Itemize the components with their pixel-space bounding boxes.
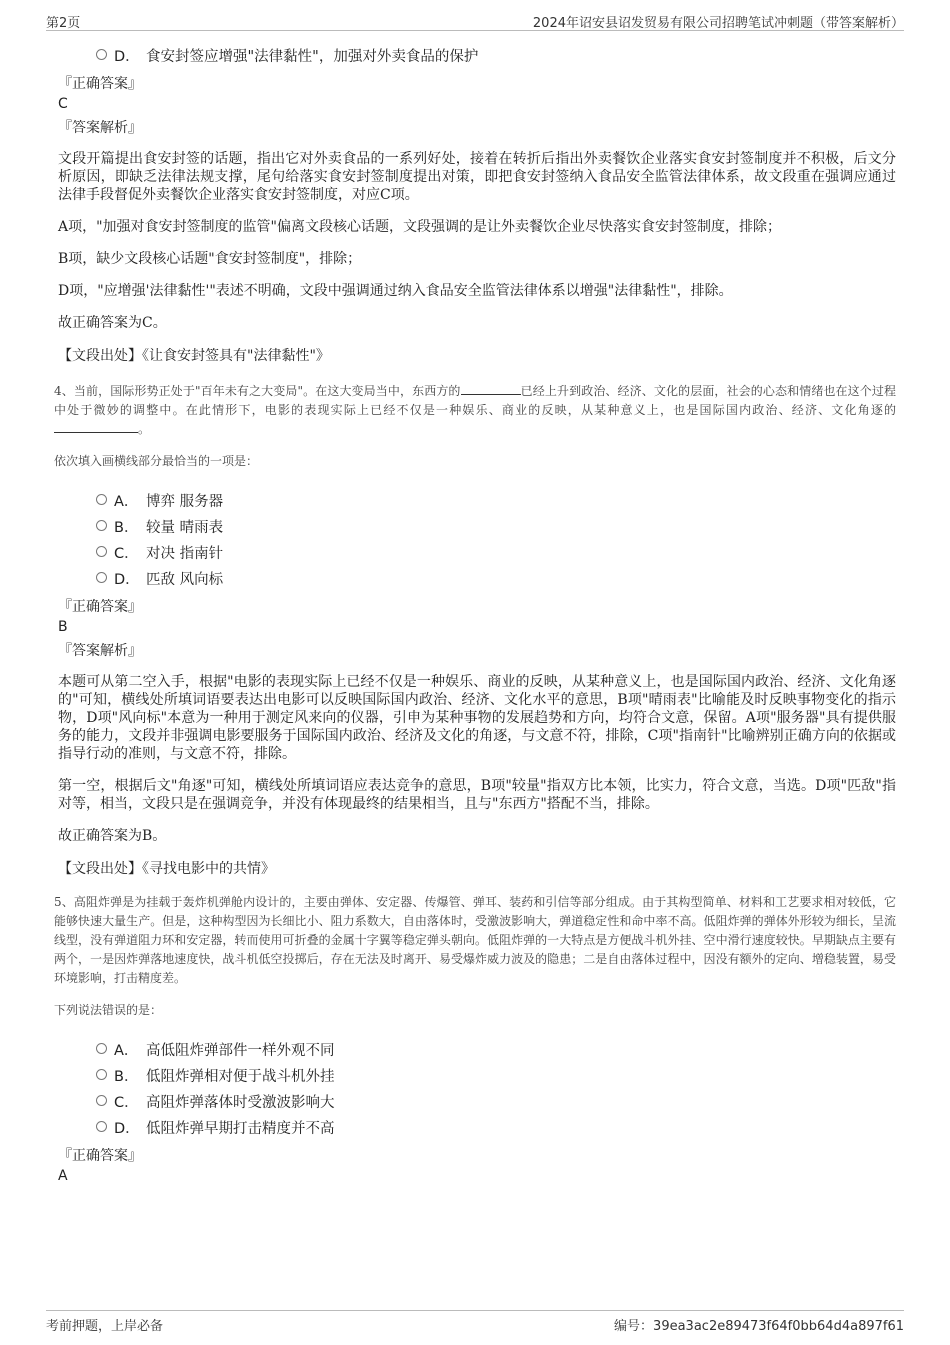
question-prompt: 依次填入画横线部分最恰当的一项是：	[54, 454, 259, 468]
footer-slogan: 考前押题，上岸必备	[46, 1319, 164, 1334]
stem-part: 4、当前，国际形势正处于"百年未有之大变局"。在这大变局当中，东西方的	[54, 384, 461, 398]
radio-icon[interactable]	[96, 546, 107, 557]
page-footer	[46, 1310, 904, 1335]
option-letter: C．	[114, 1095, 139, 1111]
options-list	[58, 1036, 896, 1140]
prev-option-d[interactable]	[96, 42, 896, 68]
analysis-paragraph: B项，缺少文段核心话题"食安封签制度"，排除；	[58, 251, 362, 267]
radio-icon[interactable]	[96, 520, 107, 531]
option-d[interactable]	[96, 565, 896, 591]
answer-label: 『正确答案』	[58, 76, 142, 92]
option-text: 匹敌 风向标	[146, 572, 224, 588]
option-letter: D．	[114, 1121, 140, 1137]
option-text: 较量 晴雨表	[146, 520, 224, 536]
option-text: 低阻炸弹相对便于战斗机外挂	[146, 1069, 335, 1085]
option-letter: A．	[114, 494, 139, 510]
page-number: 第2页	[46, 16, 81, 31]
question-prompt: 下列说法错误的是：	[54, 1003, 163, 1017]
option-text: 对决 指南针	[146, 546, 224, 562]
option-b[interactable]	[96, 513, 896, 539]
option-text: 高低阻炸弹部件一样外观不同	[146, 1043, 335, 1059]
answer-label: 『正确答案』	[58, 1148, 142, 1164]
fill-blank	[54, 420, 138, 433]
radio-icon[interactable]	[96, 572, 107, 583]
answer-value: B	[58, 619, 68, 635]
question-stem: 5、高阻炸弹是为挂载于轰炸机弹舱内设计的，主要由弹体、安定器、传爆管、弹耳、装药和引信等部分组成。由于其构型简单、材料和工艺要求相对较低，它能够快速大量生产。但是，这种构型因为长细比小、阻力系数大，自由落体时，受激波影响大，弹道稳定性和命中率不高。低阻炸弹的弹体外形较为细长，呈流线型，没有弹道阻力环和安定器，转而使用可折叠的金属十字翼等稳定弹头朝向。低阻炸弹的一大特点是方便战斗机外挂、空中滑行速度较快。早期缺点主要有两个，一是因炸弹落地速度快，战斗机低空投掷后，存在无法及时离开、易受爆炸威力波及的隐患；二是自由落体过程中，因没有额外的定向、增稳装置，易受环境影响，打击精度差。	[54, 895, 896, 985]
radio-icon[interactable]	[96, 1095, 107, 1106]
analysis-paragraph: D项，"应增强'法律黏性'"表述不明确，文段中强调通过纳入食品安全监管法律体系以增强"法律黏性"，排除。	[58, 283, 733, 299]
option-c[interactable]	[96, 1088, 896, 1114]
document-code: 编号：39ea3ac2e89473f64f0bb64d4a897f61	[614, 1319, 904, 1334]
option-letter: D．	[114, 572, 140, 588]
analysis-label: 『答案解析』	[58, 643, 142, 659]
option-text: 低阻炸弹早期打击精度并不高	[146, 1121, 335, 1137]
option-c[interactable]	[96, 539, 896, 565]
analysis-paragraph: 故正确答案为C。	[58, 315, 167, 331]
question-stem	[54, 382, 896, 439]
analysis-paragraph: 本题可从第二空入手，根据"电影的表现实际上已经不仅是一种娱乐、商业的反映，从某种意义上，也是国际国内政治、经济、文化角逐的"可知，横线处所填词语要表达出电影可以反映国际国内政治、经济、文化水平的意思，B项"晴雨表"比喻能及时反映事物变化的指示物，D项"风向标"本意为一种用于测定风来向的仪器，引申为某种事物的发展趋势和方向，均符合文意，保留。A项"服务器"具有提供服务的能力，文段并非强调电影要服务于国际国内政治、经济及文化的角逐，与文意不符，排除，C项"指南针"比喻辨别正确方向的依据或指导行动的准则，与文意不符，排除。	[58, 674, 896, 762]
document-content	[54, 42, 896, 1186]
answer-value: C	[58, 96, 68, 112]
page-header	[46, 10, 904, 31]
option-letter: C．	[114, 546, 139, 562]
fill-blank	[461, 382, 521, 395]
options-list	[58, 487, 896, 591]
radio-icon[interactable]	[96, 1069, 107, 1080]
option-letter: B．	[114, 520, 139, 536]
answer-label: 『正确答案』	[58, 599, 142, 615]
option-letter: D．	[114, 49, 140, 65]
answer-value: A	[58, 1168, 68, 1184]
option-a[interactable]	[96, 1036, 896, 1062]
analysis-paragraph: 故正确答案为B。	[58, 828, 167, 844]
radio-icon[interactable]	[96, 49, 107, 60]
radio-icon[interactable]	[96, 1043, 107, 1054]
stem-part: 。	[138, 422, 151, 436]
stem-part: 已经上升到政治、经济、文化的层面，社会的心态和情绪也在这个过程中处于微妙的调整中。在此情形下，电影的表现实际上已经不仅是一种娱乐、商业的反映，从某种意义上，也是国际国内政治、经济、文化角逐的	[54, 384, 896, 417]
option-text: 食安封签应增强"法律黏性"，加强对外卖食品的保护	[146, 49, 479, 65]
analysis-paragraph: 文段开篇提出食安封签的话题，指出它对外卖食品的一系列好处，接着在转折后指出外卖餐饮企业落实食安封签制度并不积极，后文分析原因，即缺乏法律法规支撑，尾句给落实食安封签制度提出对策，即把食安封签纳入食品安全监管法律体系，故文段重在强调应通过法律手段督促外卖餐饮企业落实食安封签制度，对应C项。	[58, 151, 896, 203]
radio-icon[interactable]	[96, 494, 107, 505]
analysis-paragraph: A项，"加强对食安封签制度的监管"偏离文段核心话题，文段强调的是让外卖餐饮企业尽快落实食安封签制度，排除；	[58, 219, 781, 235]
option-letter: A．	[114, 1043, 139, 1059]
analysis-label: 『答案解析』	[58, 120, 142, 136]
option-d[interactable]	[96, 1114, 896, 1140]
analysis-paragraph: 第一空，根据后文"角逐"可知，横线处所填词语应表达竞争的意思，B项"较量"指双方比本领，比实力，符合文意，当选。D项"匹敌"指对等，相当，文段只是在强调竞争，并没有体现最终的结果相当，且与"东西方"搭配不当，排除。	[58, 778, 896, 812]
option-text: 博弈 服务器	[146, 494, 224, 510]
document-title: 2024年诏安县诏发贸易有限公司招聘笔试冲刺题（带答案解析）	[532, 16, 904, 31]
passage-source: 【文段出处】《寻找电影中的共情》	[58, 861, 275, 877]
passage-source: 【文段出处】《让食安封签具有"法律黏性"》	[58, 348, 330, 364]
radio-icon[interactable]	[96, 1121, 107, 1132]
option-letter: B．	[114, 1069, 139, 1085]
option-b[interactable]	[96, 1062, 896, 1088]
option-text: 高阻炸弹落体时受激波影响大	[146, 1095, 335, 1111]
option-a[interactable]	[96, 487, 896, 513]
